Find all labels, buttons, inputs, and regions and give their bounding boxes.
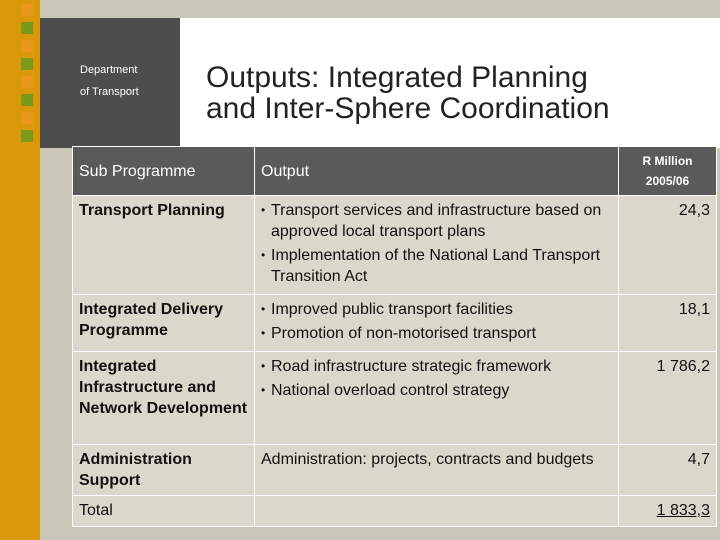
output-bullet: • Transport services and infrastructure based on approved local transport plans [261, 200, 612, 242]
decorative-square [21, 112, 33, 124]
header-amount-line2: 2005/06 [645, 174, 690, 188]
header-amount [619, 147, 717, 196]
header-amount-line1: R Million [642, 154, 693, 168]
amount-cell: 4,7 [619, 445, 717, 496]
department-label-line1: Department [80, 64, 138, 76]
amount-cell: 18,1 [619, 295, 717, 352]
slide-title-line2: and Inter-Sphere Coordination [206, 92, 610, 125]
header-output: Output [255, 147, 619, 196]
table-row [73, 295, 717, 352]
decorative-square [21, 58, 33, 70]
output-bullet: • National overload control strategy [261, 380, 612, 401]
table-row [73, 196, 717, 295]
decorative-square [21, 40, 33, 52]
table-row [73, 352, 717, 445]
total-output-cell [255, 496, 619, 527]
decorative-square [21, 76, 33, 88]
output-bullet: • Promotion of non-motorised transport [261, 323, 612, 344]
outputs-table [72, 146, 717, 527]
sub-programme-cell: Transport Planning [73, 196, 255, 295]
table-total-row [73, 496, 717, 527]
amount-cell: 1 786,2 [619, 352, 717, 445]
sub-programme-cell: Administration Support [73, 445, 255, 496]
output-bullet: • Road infrastructure strategic framework [261, 356, 612, 377]
table-row [73, 445, 717, 496]
decorative-square [21, 130, 33, 142]
decorative-square [21, 94, 33, 106]
department-panel [40, 18, 180, 148]
output-cell [255, 295, 619, 352]
decorative-square [21, 22, 33, 34]
output-bullet: • Improved public transport facilities [261, 299, 612, 320]
sub-programme-cell: Integrated Delivery Programme [73, 295, 255, 352]
output-cell [255, 196, 619, 295]
sub-programme-cell: Integrated Infrastructure and Network Development [73, 352, 255, 445]
total-label: Total [73, 496, 255, 527]
department-label-line2: of Transport [80, 86, 139, 98]
table-header-row [73, 147, 717, 196]
total-amount-cell [619, 496, 717, 527]
slide-title [206, 62, 706, 124]
total-amount: 1 833,3 [656, 502, 710, 519]
output-cell [255, 352, 619, 445]
output-bullet: • Implementation of the National Land Transport Transition Act [261, 245, 612, 287]
decorative-square [21, 4, 33, 16]
left-decorative-stripe [0, 0, 40, 540]
amount-cell: 24,3 [619, 196, 717, 295]
header-sub-programme: Sub Programme [73, 147, 255, 196]
output-cell: Administration: projects, contracts and budgets [255, 445, 619, 496]
slide-title-line1: Outputs: Integrated Planning [206, 61, 588, 94]
